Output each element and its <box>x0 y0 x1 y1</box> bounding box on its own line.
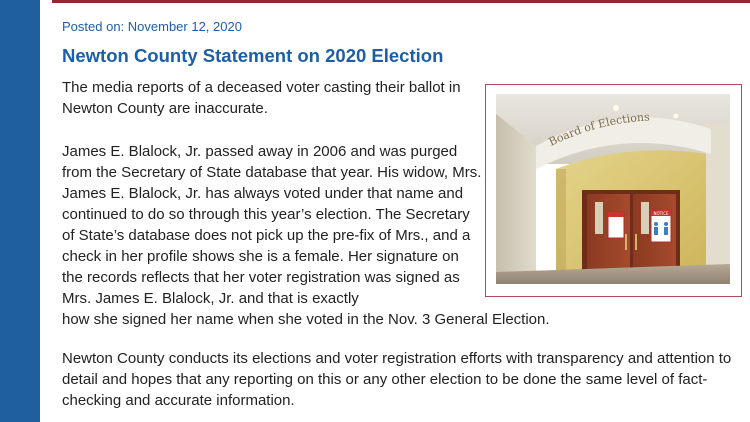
left-blue-band <box>0 0 40 422</box>
paragraph-3: Newton County conducts its elections and voter registration efforts with transparency and attention to detail and hopes that any reporting on this or any other election to be done the same level of fact-checking and accurate information. <box>62 350 732 409</box>
page-title[interactable]: Newton County Statement on 2020 Election <box>62 45 444 66</box>
paragraph-1: The media reports of a deceased voter casting their ballot in Newton County are inaccurate. <box>62 79 461 117</box>
sign-text: Board of Elections <box>546 110 651 149</box>
paragraph-2 <box>62 141 550 330</box>
paragraph-2-tail: how she signed her name when she voted in the Nov. 3 General Election. <box>62 311 550 328</box>
board-of-elections-photo <box>496 94 730 284</box>
notice-label: NOTICE <box>653 211 669 216</box>
paragraph-2-body: James E. Blalock, Jr. passed away in 2006 and was purged from the Secretary of State database that year. His widow, Mrs. James E. Blalock, Jr. has always voted under that name and continued to do so through this year’s election. The Secretary of State’s database does not pick up the pre-fix of Mrs., and a check in her profile shows she is a female. Her signature on the records reflects that her voter registration was signed as Mrs. James E. Blalock, Jr. and that is exactly <box>62 143 482 307</box>
posted-date: Posted on: November 12, 2020 <box>62 19 242 34</box>
top-divider <box>52 0 750 3</box>
photo-frame <box>485 84 742 297</box>
